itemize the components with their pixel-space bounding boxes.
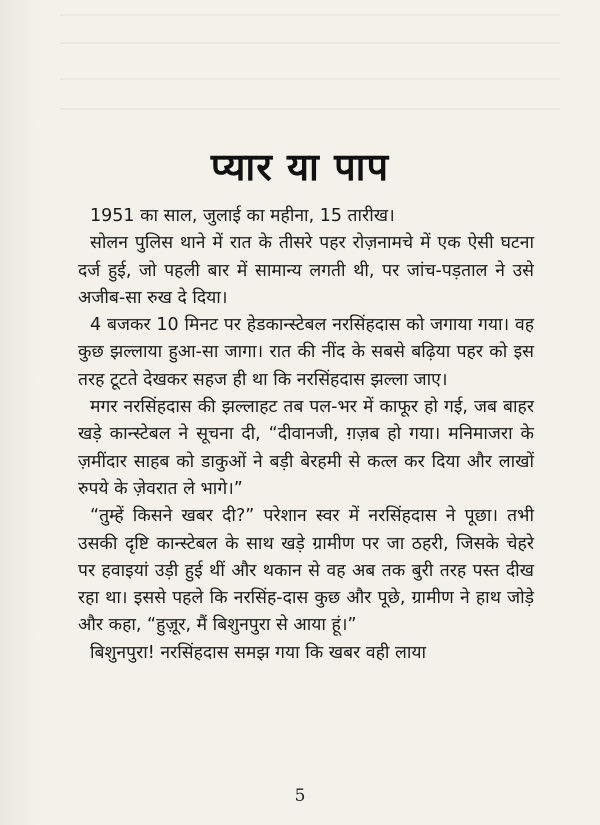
paragraph: “तुम्हें किसने खबर दी?” परेशान स्वर में नरसिंहदास ने पूछा। तभी उसकी दृष्टि कान्स्टेबल के साथ खड़े ग्रामीण पर जा ठहरी, जिसके चेहरे पर हवाइयां उड़ी हुई थीं और थकान से वह अब तक बुरी तरह पस्त दीख रहा था। इससे पहले कि नरसिंह-दास कुछ और पूछे, ग्रामीण ने हाथ जोड़े और कहा, “हुज़ूर, मैं बिशुनपुरा से आया हूं।” [78,506,534,636]
paragraph: सोलन पुलिस थाने में रात के तीसरे पहर रोज़नामचे में एक ऐसी घटना दर्ज हुई, जो पहली बार में सामान्य लगती थी, पर जांच-पड़ताल ने उसे अजीब-सा रुख दे दिया। [78,233,534,308]
chapter-title: प्यार या पाप [210,145,390,189]
paragraph: 4 बजकर 10 मिनट पर हेडकान्स्टेबल नरसिंहदास को जगाया गया। वह कुछ झल्लाया हुआ-सा जागा। रात की नींद के सबसे बढ़िया पहर को इस तरह टूटते देखकर सहज ही था कि नरसिंहदास झल्ला जाए। [78,315,534,390]
bleed-through-line [60,14,560,16]
page-number: 5 [294,786,306,806]
bleed-through-line [60,78,560,80]
bleed-through-line [60,42,560,44]
bleed-through-line [60,108,560,110]
paragraph: 1951 का साल, जुलाई का महीना, 15 तारीख। [90,206,395,226]
paragraph: मगर नरसिंहदास की झल्लाहट तब पल-भर में काफूर हो गई, जब बाहर खड़े कान्स्टेबल ने सूचना दी, “दीवानजी, ग़ज़ब हो गया। मनिमाजरा के ज़मींदार साहब को डाकुओं ने बड़ी बेरहमी से कत्ल कर दिया और लाखों रुपये के ज़ेवरात ले भागे।” [78,397,534,499]
paragraph: बिशुनपुरा! नरसिंहदास समझ गया कि खबर वही लाया [90,642,427,663]
chapter-body [78,203,534,667]
